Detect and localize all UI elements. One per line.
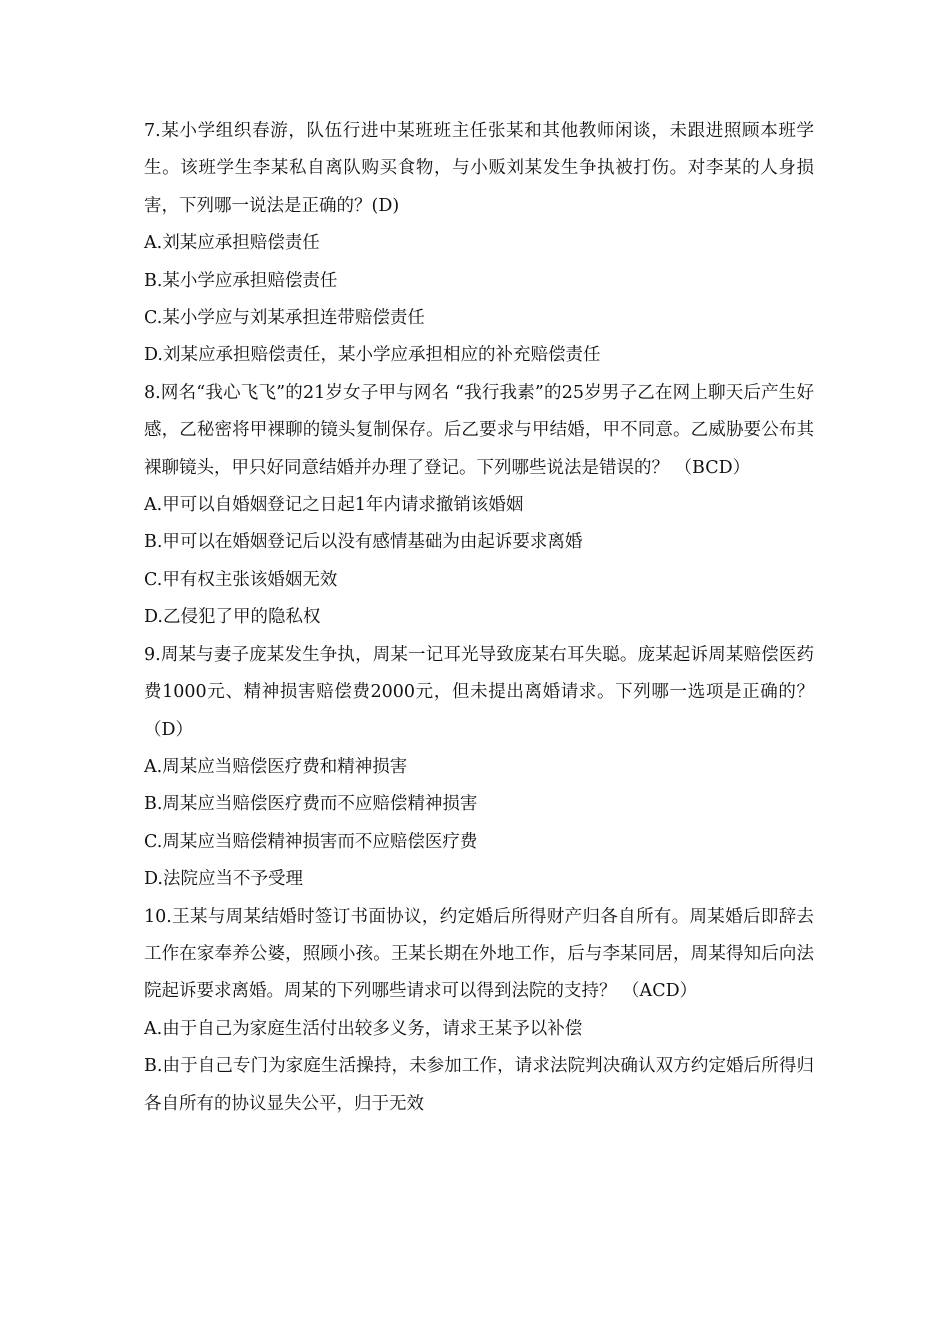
question-stem: 8.网名“我心飞飞”的21岁女子甲与网名 “我行我素”的25岁男子乙在网上聊天后产生好感，乙秘密将甲裸聊的镜头复制保存。后乙要求与甲结婚，甲不同意。乙威胁要公布其裸聊镜头，甲只好同意结婚并办理了登记。下列哪些说法是错误的？ （BCD） xyxy=(144,382,814,478)
option-a: A.刘某应承担赔偿责任 xyxy=(144,233,320,254)
option-c: C.甲有权主张该婚姻无效 xyxy=(144,569,338,590)
option-a: A.甲可以自婚姻登记之日起1年内请求撤销该婚姻 xyxy=(144,495,524,516)
option-b: B.由于自己专门为家庭生活操持，未参加工作，请求法院判决确认双方约定婚后所得归各自所有的协议显失公平，归于无效 xyxy=(144,1056,814,1114)
option-b: B.某小学应承担赔偿责任 xyxy=(144,270,338,291)
question-10 xyxy=(144,899,814,1123)
question-7 xyxy=(144,113,814,375)
question-stem: 9.周某与妻子庞某发生争执，周某一记耳光导致庞某右耳失聪。庞某起诉周某赔偿医药费1000元、精神损害赔偿费2000元，但未提出离婚请求。下列哪一选项是正确的？ （D） xyxy=(144,644,814,740)
option-a: A.周某应当赔偿医疗费和精神损害 xyxy=(144,756,408,777)
option-d: D.乙侵犯了甲的隐私权 xyxy=(144,607,321,628)
option-c: C.某小学应与刘某承担连带赔偿责任 xyxy=(144,308,425,329)
question-8 xyxy=(144,375,814,637)
option-c: C.周某应当赔偿精神损害而不应赔偿医疗费 xyxy=(144,831,478,852)
option-b: B.周某应当赔偿医疗费而不应赔偿精神损害 xyxy=(144,794,478,815)
question-stem: 10.王某与周某结婚时签订书面协议，约定婚后所得财产归各自所有。周某婚后即辞去工作在家奉养公婆，照顾小孩。王某长期在外地工作，后与李某同居，周某得知后向法院起诉要求离婚。周某的下列哪些请求可以得到法院的支持？ （ACD） xyxy=(144,906,814,1002)
option-d: D.法院应当不予受理 xyxy=(144,869,303,890)
question-stem: 7.某小学组织春游，队伍行进中某班班主任张某和其他教师闲谈，未跟进照顾本班学生。该班学生李某私自离队购买食物，与小贩刘某发生争执被打伤。对李某的人身损害，下列哪一说法是正确的？(D) xyxy=(144,121,814,216)
option-a: A.由于自己为家庭生活付出较多义务，请求王某予以补偿 xyxy=(144,1018,583,1039)
document-body xyxy=(144,113,814,1123)
question-9 xyxy=(144,637,814,899)
option-d: D.刘某应承担赔偿责任，某小学应承担相应的补充赔偿责任 xyxy=(144,345,601,366)
option-b: B.甲可以在婚姻登记后以没有感情基础为由起诉要求离婚 xyxy=(144,532,583,553)
